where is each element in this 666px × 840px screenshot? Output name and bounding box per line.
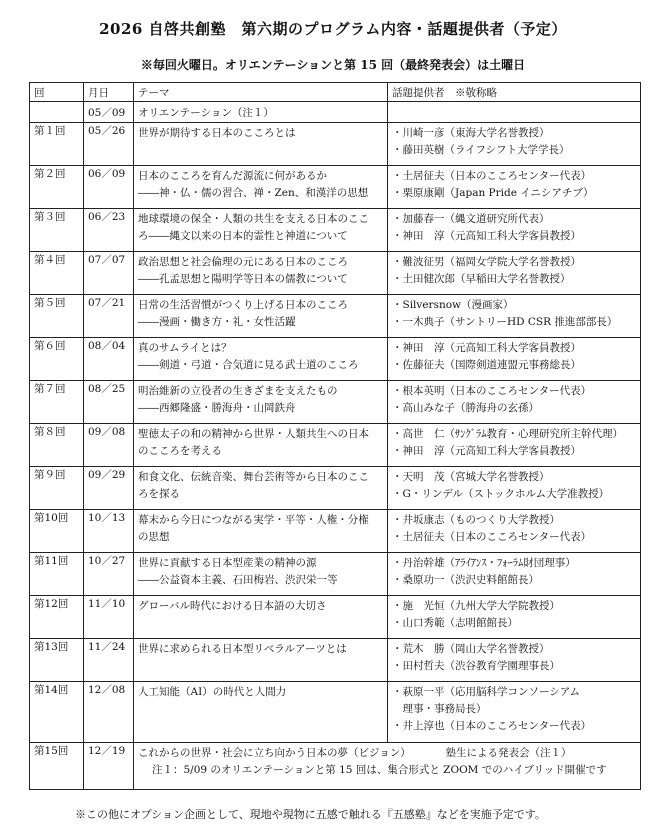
session-speakers [388, 102, 641, 123]
session-number: 第14回 [30, 682, 84, 743]
theme-line: ――剣道・弓道・合気道に見る武士道のこころ [138, 359, 359, 371]
session-number: 第５回 [30, 295, 84, 338]
session-number [30, 102, 84, 123]
speaker-entry: ・桑原功一（渋沢史料館館長） [392, 574, 539, 586]
table-row [30, 123, 641, 166]
header-speakers: 話題提供者 ※敬称略 [388, 83, 641, 102]
session-speakers [388, 123, 641, 166]
table-row [30, 510, 641, 553]
speaker-entry: ・神田 淳（元高知工科大学客員教授） [392, 342, 581, 354]
table-body [30, 102, 641, 743]
session-speakers [388, 381, 641, 424]
table-row-final [30, 743, 641, 790]
header-date: 月日 [84, 83, 134, 102]
theme-line [138, 142, 383, 159]
speaker-entry: ・高山みな子（勝海舟の玄孫） [392, 402, 539, 414]
table-row [30, 338, 641, 381]
session-theme [134, 123, 388, 166]
theme-line: グローバル時代における日本語の大切さ [138, 600, 327, 612]
table-row [30, 209, 641, 252]
theme-line: 真のサムライとは？ [138, 342, 232, 354]
session-date: 12／19 [84, 743, 134, 790]
theme-line: 和食文化、伝統音楽、舞台芸術等から日本のここ [138, 471, 369, 483]
speaker-entry: ・井坂康志（ものつくり大学教授） [392, 514, 560, 526]
session-speakers [388, 682, 641, 743]
final-theme: これからの世界・社会に立ち向かう日本の夢（ビジョン） [138, 747, 411, 759]
session-number: 第９回 [30, 467, 84, 510]
session-theme [134, 381, 388, 424]
speaker-entry: ・丹治幹雄（ｱﾗｲｱﾝｽ・ﾌｫｰﾗﾑ財団理事） [392, 557, 576, 569]
session-number: 第８回 [30, 424, 84, 467]
theme-line: 世界に貢献する日本型産業の精神の源 [138, 557, 317, 569]
session-speakers [388, 209, 641, 252]
theme-line: 世界が期待する日本のこころとは [138, 127, 296, 139]
session-date: 08／25 [84, 381, 134, 424]
session-date: 05／09 [84, 102, 134, 123]
page-title: 2026 自啓共創塾 第六期のプログラム内容・話題提供者（予定） [99, 20, 567, 38]
session-speakers [388, 166, 641, 209]
theme-line: 日本のこころを育んだ源流に何があるか [138, 170, 327, 182]
speaker-entry: ・根本英明（日本のこころセンター代表） [392, 385, 592, 397]
theme-line: 世界に求められる日本型リベラルアーツとは [138, 643, 347, 655]
speaker-entry: ・土居征夫（日本のこころセンター代表） [392, 170, 592, 182]
session-number: 第15回 [30, 743, 84, 790]
speaker-entry: ・田村哲夫（渋谷教育学園理事長） [392, 660, 560, 672]
theme-line: ――公益資本主義、石田梅岩、渋沢栄一等 [138, 574, 338, 586]
theme-line: ろ――縄文以来の日本的霊性と神道について [138, 230, 348, 242]
session-speakers [388, 639, 641, 682]
session-number: 第３回 [30, 209, 84, 252]
session-date: 11／10 [84, 596, 134, 639]
table-row [30, 553, 641, 596]
theme-line: 明治維新の立役者の生きざまを支えたもの [138, 385, 338, 397]
session-date: 07／07 [84, 252, 134, 295]
session-theme [134, 639, 388, 682]
session-number: 第12回 [30, 596, 84, 639]
table-row [30, 252, 641, 295]
final-session-cell [134, 743, 641, 790]
speaker-entry: ・荒木 勝（岡山大学名誉教授） [392, 643, 550, 655]
speaker-entry: ・神田 淳（元高知工科大学客員教授） [392, 230, 581, 242]
theme-line [138, 615, 383, 632]
footnote: ※この他にオプション企画として、現地や現物に五感で触れる『五感塾』などを実施予定です。 [75, 808, 546, 821]
session-speakers [388, 510, 641, 553]
speaker-entry: ・栗原康剛（Japan Pride イニシアチブ） [392, 187, 594, 199]
session-date: 09／29 [84, 467, 134, 510]
table-header [30, 83, 641, 102]
table-row [30, 424, 641, 467]
theme-line [138, 701, 383, 718]
theme-line: ――孔孟思想と陽明学等日本の儒教について [138, 273, 348, 285]
final-presenter: 塾生による発表会（注１） [445, 747, 572, 759]
session-number: 第４回 [30, 252, 84, 295]
theme-line: ――神・仏・儒の習合、禅・Zen、和漢洋の思想 [138, 187, 369, 199]
program-table [29, 82, 641, 790]
session-theme [134, 209, 388, 252]
session-theme [134, 596, 388, 639]
table-row [30, 639, 641, 682]
speaker-entry: ・土田健次郎（早稲田大学名誉教授） [392, 273, 571, 285]
session-speakers [388, 467, 641, 510]
session-speakers [388, 553, 641, 596]
theme-line: のこころを考える [138, 445, 222, 457]
session-number: 第10回 [30, 510, 84, 553]
session-number: 第２回 [30, 166, 84, 209]
speaker-entry: ・難波征男（福岡女学院大学名誉教授） [392, 256, 581, 268]
session-number: 第６回 [30, 338, 84, 381]
session-speakers [388, 424, 641, 467]
table-row-orientation [30, 102, 641, 123]
final-note: 注１：5/09 のオリエンテーションと第 15 回は、集合形式と ZOOM でのハイブリッド開催です [152, 764, 607, 776]
theme-line: 政治思想と社会倫理の元にある日本のこころ [138, 256, 348, 268]
session-number: 第11回 [30, 553, 84, 596]
speaker-entry: ・一木典子（サントリーHD CSR 推進部部長） [392, 316, 618, 328]
page-subtitle: ※毎回火曜日。オリエンテーションと第 15 回（最終発表会）は土曜日 [140, 58, 526, 72]
speaker-entry: 理事・事務局長） [392, 703, 487, 715]
speaker-entry: ・Silversnow（漫画家） [392, 299, 514, 311]
theme-line: 日常の生活習慣がつくり上げる日本のこころ [138, 299, 348, 311]
table-row [30, 295, 641, 338]
theme-line: 聖徳太子の和の精神から世界・人類共生への日本 [138, 428, 369, 440]
speaker-entry: ・萩原一平（応用脳科学コンソーシアム [392, 686, 581, 698]
table-final [30, 743, 641, 790]
session-theme [134, 682, 388, 743]
table-row [30, 166, 641, 209]
speaker-entry: ・加藤春一（縄文道研究所代表） [392, 213, 550, 225]
table-row [30, 682, 641, 743]
table-row [30, 596, 641, 639]
session-date: 10／27 [84, 553, 134, 596]
session-date: 07／21 [84, 295, 134, 338]
session-theme [134, 166, 388, 209]
speaker-entry: ・G・リンデル（ストックホルム大学准教授） [392, 488, 610, 500]
table-row [30, 381, 641, 424]
session-speakers [388, 252, 641, 295]
session-date: 06／09 [84, 166, 134, 209]
session-theme [134, 510, 388, 553]
speaker-entry: ・藤田英樹（ライフシフト大学学長） [392, 144, 570, 156]
theme-line [138, 658, 383, 675]
session-number: 第７回 [30, 381, 84, 424]
speaker-entry: ・佐藤征夫（国際剣道連盟元事務総長） [392, 359, 581, 371]
theme-line: ――西郷隆盛・勝海舟・山岡鉄舟 [138, 402, 296, 414]
speaker-entry: ・神田 淳（元高知工科大学客員教授） [392, 445, 581, 457]
speaker-entry: ・川崎一彦（東海大学名誉教授） [392, 127, 550, 139]
theme-line: の思想 [138, 531, 170, 543]
session-date: 10／13 [84, 510, 134, 553]
theme-line: 人工知能（AI）の時代と人間力 [138, 686, 287, 698]
session-theme [134, 467, 388, 510]
session-date: 09／08 [84, 424, 134, 467]
session-date: 05／26 [84, 123, 134, 166]
session-date: 12／08 [84, 682, 134, 743]
session-theme [134, 553, 388, 596]
theme-line: 地球環境の保全・人類の共生を支える日本のここ [138, 213, 369, 225]
speaker-entry: ・高世 仁（ｻﾝｸﾞﾗﾑ教育・心理研究所主幹代理） [392, 428, 623, 440]
speaker-entry: ・井上淳也（日本のこころセンター代表） [392, 720, 592, 732]
session-theme [134, 338, 388, 381]
session-date: 08／04 [84, 338, 134, 381]
table-row [30, 467, 641, 510]
session-speakers [388, 338, 641, 381]
session-theme [134, 252, 388, 295]
theme-line: ――漫画・働き方・礼・女性活躍 [138, 316, 296, 328]
session-number: 第13回 [30, 639, 84, 682]
speaker-entry: ・山口秀範（志明館館長） [392, 617, 518, 629]
speaker-entry: ・土居征夫（日本のこころセンター代表） [392, 531, 592, 543]
speaker-entry: ・天明 茂（宮城大学名誉教授） [392, 471, 550, 483]
session-theme: オリエンテーション（注１） [134, 102, 388, 123]
session-speakers [388, 295, 641, 338]
session-date: 11／24 [84, 639, 134, 682]
session-date: 06／23 [84, 209, 134, 252]
header-number: 回 [30, 83, 84, 102]
session-speakers [388, 596, 641, 639]
final-theme-line [138, 745, 636, 762]
session-theme [134, 295, 388, 338]
theme-line: ろを探る [138, 488, 180, 500]
theme-line [138, 718, 383, 735]
theme-line: 幕末から今日につながる実学・平等・人権・分権 [138, 514, 369, 526]
session-number: 第１回 [30, 123, 84, 166]
speaker-entry: ・施 光恒（九州大学大学院教授） [392, 600, 560, 612]
session-theme [134, 424, 388, 467]
header-theme: テーマ [134, 83, 388, 102]
